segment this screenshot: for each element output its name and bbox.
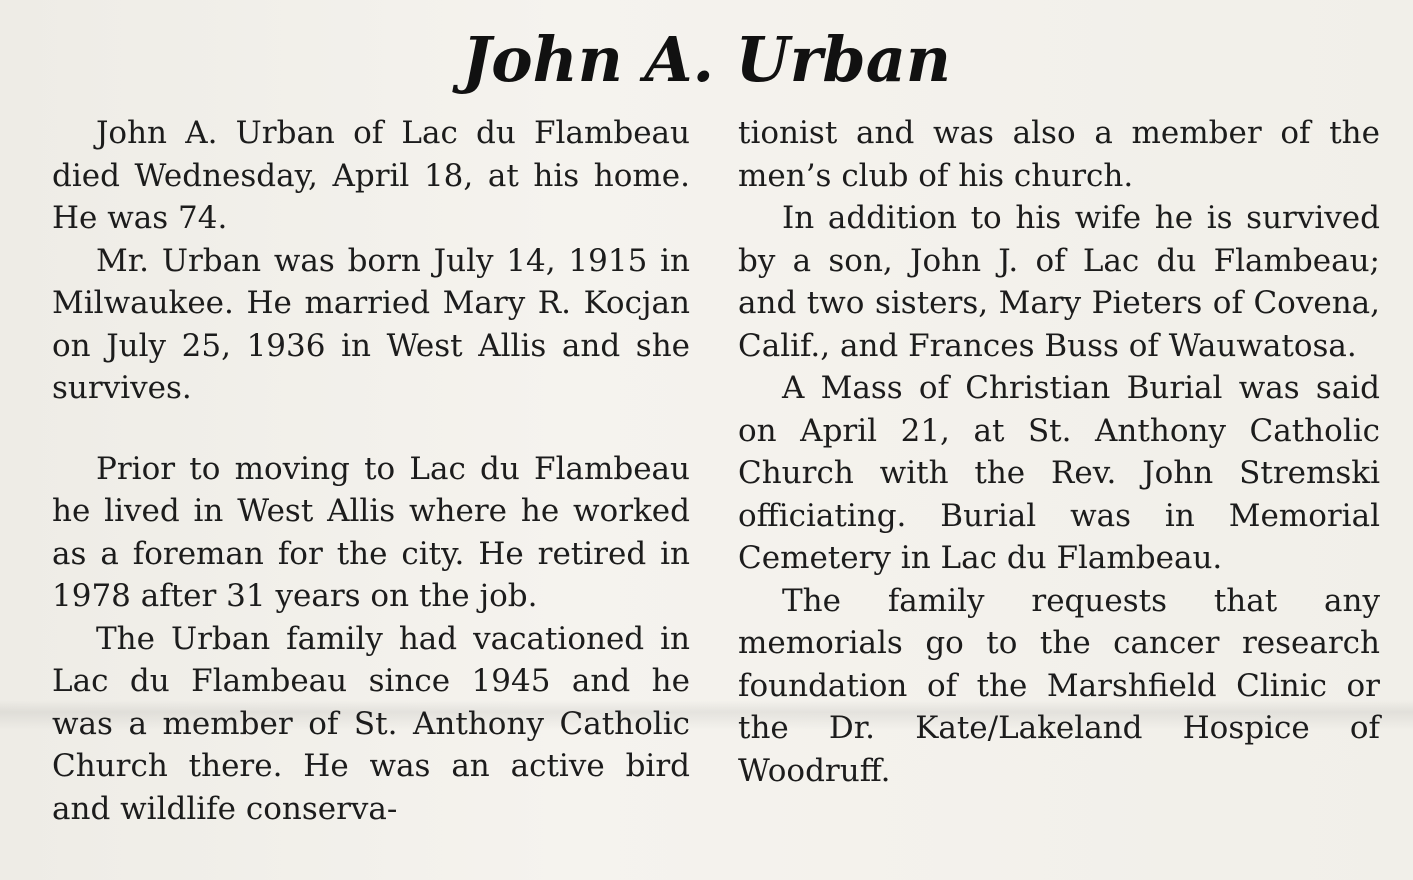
obituary-headline: John A. Urban xyxy=(461,23,952,96)
paragraph-death-notice: John A. Urban of Lac du Flambeau died Wednesday, April 18, at his home. He was 74. xyxy=(52,115,690,236)
paragraph-birth-marriage: Mr. Urban was born July 14, 1915 in Milwaukee. He married Mary R. Kocjan on July 25, 1936 in West Allis and she survives. xyxy=(52,242,690,406)
paragraph-career: Prior to moving to Lac du Flambeau he lived in West Allis where he worked as a foreman for the city. He retired in 1978 after 31 years on the job. xyxy=(52,450,690,614)
paragraph-funeral-mass: A Mass of Christian Burial was said on April 21, at St. Anthony Catholic Church with the Rev. John Stremski officiating. Burial was in Memorial Cemetery in Lac du Flambeau. xyxy=(738,370,1380,576)
left-column xyxy=(52,112,690,830)
paragraph-memorials: The family requests that any memorials go to the cancer research foundation of the Marshfield Clinic or the Dr. Kate/Lakeland Hospice of Woodruff. xyxy=(738,582,1380,789)
right-column xyxy=(738,112,1380,792)
paragraph-survivors: In addition to his wife he is survived by a son, John J. of Lac du Flambeau; and two sisters, Mary Pieters of Covena, Calif., and Frances Buss of Wauwatosa. xyxy=(738,200,1380,364)
paragraph-gap xyxy=(52,410,690,448)
paragraph-continuation: tionist and was also a member of the men’s club of his church. xyxy=(738,115,1380,194)
paragraph-church-membership: The Urban family had vacationed in Lac du Flambeau since 1945 and he was a member of St. Anthony Catholic Church there. He was an active bird and wildlife conserva- xyxy=(52,620,690,827)
